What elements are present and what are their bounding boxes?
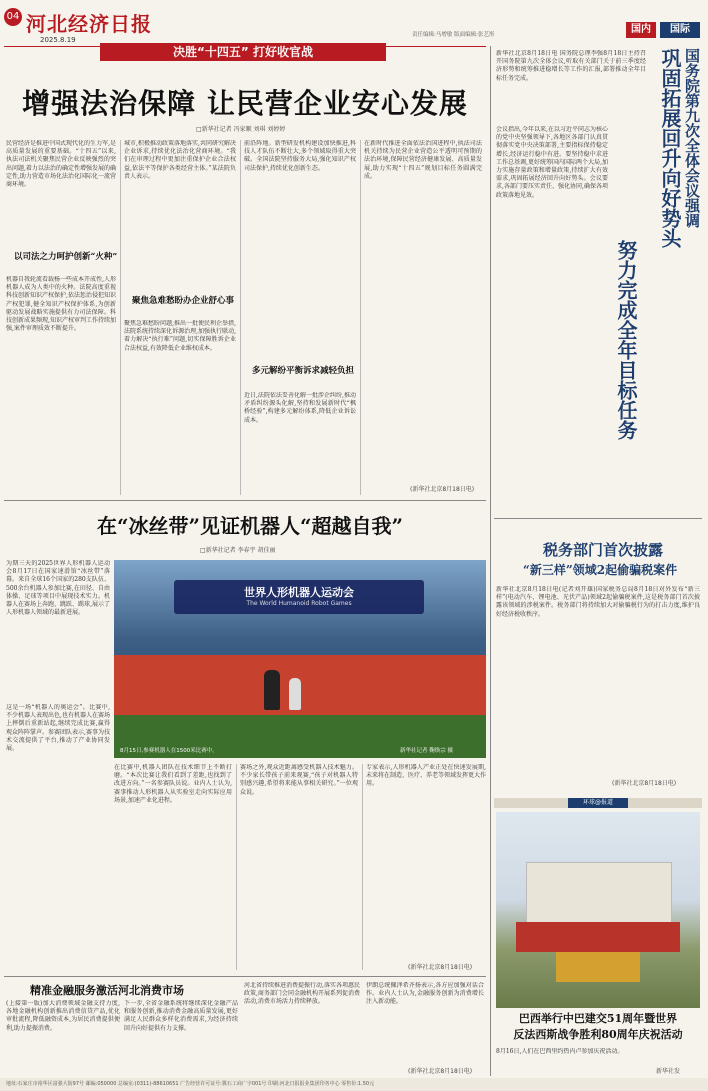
brazil-credit: 新华社发 (656, 1068, 681, 1075)
robot-col-text: 为期三天的2025世界人形机器人运动会8月17日在国家速滑馆“冰丝带”落幕。来自全球16个国家的280支队伍、500余台机器人参加比赛,在田径、自由体操、足球等项目中展现技术实力。机器人在赛场上奔跑、跳跃、踢球,展示了人形机器人领域的最新进展。 (6, 560, 110, 617)
robot-photo (114, 560, 486, 758)
lead-col1-text: 民营经济是推进中国式现代化的生力军,是高质量发展的重要基础。“十四五”以来,执法司法机关聚焦民营企业反映强烈的突出问题,着力以法治的确定性增强发展的确定性,助力营造市场化法治化国际化一流营商环境。 (6, 140, 116, 189)
sidebar-title-line2: 巩固拓展回升向好势头 (658, 48, 682, 248)
brazil-title-line1: 巴西举行中巴建交51周年暨世界 (518, 1012, 678, 1025)
lead-col1-text2: 机器自我轮流看载杨一些成本开成性,人形机器人成为人类中的火种。法院高度重视科技创新知识产权保护,依法惩治侵犯知识产权犯罪,健全知识产权保护体系,为创新驱动发展战略实施提供有力司法保障。科技创新成果频现,知识产权审判工作持续加强,案件审理质效不断提升。 (6, 276, 116, 333)
finance-text4: 伊朗总统佩泽希齐扬表示,各方应加强对话合作。业内人士认为,金融服务创新为消费增长注入新动能。 (366, 982, 484, 1006)
tax-body: 新华社北京8月18日电(记者刘开雄)国家税务总局8月18日对外发布“新三样”(电动汽车、锂电池、光伏产品)领域2起偷骗税案件,这是税务部门首次披露该领域的涉税案件。税务部门将持续加大对偷骗税行为的打击力度,维护良好经济税收秩序。 (496, 586, 700, 618)
global-tag-bar (494, 798, 702, 808)
sidebar-title-line1: 国务院第九次全体会议强调 (683, 48, 701, 228)
lead-divider (240, 140, 241, 495)
tax-end-note: (新华社北京8月18日电) (612, 780, 677, 787)
robot-col-text2: 这是一场“机器人的奥运会”。比赛中,不少机器人表现出色,也有机器人在赛场上摔倒后重新站起,继续完成比赛,赢得观众阵阵掌声。参赛团队表示,赛事为技术交流提供了平台,推动了产业协同发展。 (6, 704, 110, 753)
robot-byline: □新华社记者 李春宇 胡佳丽 (200, 547, 276, 554)
section-rule (4, 500, 486, 501)
robot-divider (236, 764, 237, 970)
finance-text2: 下一步,全省金融系统将继续深化金融产品和服务创新,推动消费金融高质量发展,更好满足人民群众多样化消费需求,为经济持续回升向好提供有力支撑。 (124, 1000, 238, 1032)
page-footer (0, 1078, 708, 1091)
robot-divider (362, 764, 363, 970)
banner-subtitle: The World Humanoid Robot Games (246, 600, 352, 607)
lead-col4-text: 在新时代推进全面依法治国进程中,执法司法机关持续为民营企业营造公平透明可预期的法治环境,保障民营经济健康发展、高质量发展,助力实现“十四五”规划目标任务圆满完成。 (364, 140, 482, 180)
robot-col-text5: 专家表示,人形机器人产业正处在快速发展期,未来将在制造、医疗、养老等领域发挥更大作用。 (366, 764, 486, 788)
photo-credit: 新华社记者 鞠焕宗 摄 (400, 748, 453, 754)
lead-col2-text: 城市,积极推动政策落地落实,共同研究解决企业诉求,持续优化法治化营商环境。“我们在审理过程中更加注重保护企业合法权益,依法平等保护各类经营主体。”某法院负责人表示。 (124, 140, 236, 180)
lead-divider (360, 140, 361, 495)
finance-text1: (上接第一版)加大消费领域金融支持力度,各地金融机构创新推出消费信贷产品,优化审批流程,降低融资成本,为居民消费提供便利,助力提振消费。 (6, 1000, 120, 1032)
section-tag-domestic[interactable]: 国内 (626, 22, 656, 38)
sidebar-vertical-title (650, 48, 702, 518)
brazil-photo (496, 812, 700, 1008)
lead-col3-subhead: 多元解纷平衡诉求减轻负担 (252, 366, 355, 376)
finance-end-note: (新华社北京8月18日电) (408, 1068, 473, 1075)
lead-byline: □新华社记者 冯家顺 刘琪 刘婷婷 (196, 126, 286, 133)
lead-headline: 增强法治保障 让民营企业安心发展 (22, 87, 468, 120)
sidebar-divider (490, 46, 491, 1076)
lead-col3-text: 前沿阵地。新型研发机构建设加快推进,科技人才队伍不断壮大,多个领域取得重大突破。全国法院坚持服务大局,强化知识产权司法保护,持续优化创新生态。 (244, 140, 356, 172)
robot-col-text3: 在比赛中,机器人团队在技术细节上不断打磨。“本次比赛让我们看到了差距,也找到了改进方向。”一名参赛队员说。业内人士认为,赛事推动人形机器人从实验室走向实际应用场景,加速产业化进程。 (114, 764, 232, 804)
brazil-title-line2: 反法西斯战争胜利80周年庆祝活动 (513, 1028, 683, 1041)
page-number: 04 (4, 8, 22, 26)
global-tag: 环球@报道 (568, 798, 628, 808)
robot-end-note: (新华社北京8月18日电) (408, 964, 473, 971)
lead-col2-subhead: 聚焦急难愁盼办企业舒心事 (132, 296, 235, 306)
lead-end-note: (新华社北京8月18日电) (410, 486, 475, 493)
lead-col2-text2: 聚焦急难愁盼问题,推出一批便民利企举措,法院系统持续深化诉源治理,加强执行联动,着力解决“执行难”问题,切实保障胜诉企业合法权益,有效降低企业维权成本。 (124, 320, 236, 352)
lead-col1-subhead: 以司法之力呵护创新“火种” (14, 252, 118, 262)
footer-text: 地址:石家庄市裕华区富强大街97号 邮编:050000 总编室:(0311)-88610651 广告经营许可证号:冀石工商广字001号 印刷:河北日报报业集团印务中心 零售价:1.50元 (6, 1081, 375, 1087)
sidebar-title-line3: 努力完成全年目标任务 (614, 240, 638, 440)
robot-col-text4: 赛场之外,观众近距离感受机器人技术魅力。不少家长带孩子前来观赛,“孩子对机器人特别感兴趣,希望将来能从事相关研究。”一位观众说。 (240, 764, 358, 796)
lead-kicker: 决胜“十四五” 打好收官战 (100, 43, 386, 61)
banner-title: 世界人形机器人运动会 (244, 586, 354, 599)
sidebar-intro: 新华社北京8月18日电 国务院总理李强8月18日主持召开国务院第九次全体会议,听取有关部门关于前三季度经济形势和统筹推进稳增长等工作的汇报,部署推动全年目标任务完成。 (496, 50, 646, 82)
issue-date: 2025.8.19 (40, 36, 76, 44)
robot-runner (289, 678, 301, 710)
robot-headline: 在“冰丝带”见证机器人“超越自我” (96, 514, 403, 538)
lead-col3-text2: 近日,法院依法妥善化解一批涉企纠纷,推动矛盾纠纷源头化解,坚持和发展新时代“枫桥经验”,构建多元解纷体系,降低企业诉讼成本。 (244, 392, 356, 424)
sidebar-body: 会议指出,今年以来,在以习近平同志为核心的党中央坚强领导下,各地区各部门认真贯彻落实党中央决策部署,主要指标保持稳定增长,经济运行稳中有进。要坚持稳中求进工作总基调,更好统筹国内国际两个大局,加力实施存量政策和增量政策,持续扩大有效需求,巩固拓展经济回升向好势头。会议要求,各部门要压实责任、强化协同,确保各项政策落地见效。 (496, 126, 608, 199)
dancers-group (516, 922, 680, 952)
section-rule (4, 976, 486, 977)
section-rule (494, 518, 702, 519)
finance-text3: 河北省持续推进消费提振行动,落实各项惠民政策,商务部门会同金融机构开展系列促消费活动,消费市场活力持续释放。 (244, 982, 360, 1006)
tax-title-line2: “新三样”领域2起偷骗税案件 (522, 563, 678, 577)
editor-meta: 责任编辑:马增敏 版面编辑:张艺彤 (412, 32, 495, 38)
brazil-caption: 8月16日,人们在巴西里约热内卢参加庆祝活动。 (496, 1048, 624, 1055)
event-banner (174, 580, 424, 614)
paper-logo: 河北经济日报 (26, 12, 152, 36)
performers (556, 952, 640, 982)
finance-headline: 精准金融服务激活河北消费市场 (30, 984, 184, 997)
section-tag-international[interactable]: 国际 (660, 22, 700, 38)
building (526, 862, 672, 924)
tax-title-line1: 税务部门首次披露 (542, 541, 663, 559)
photo-caption: 8月15日,参赛机器人在1500米比赛中。 (120, 748, 218, 754)
robot-runner (264, 670, 280, 710)
lead-divider (120, 140, 121, 495)
